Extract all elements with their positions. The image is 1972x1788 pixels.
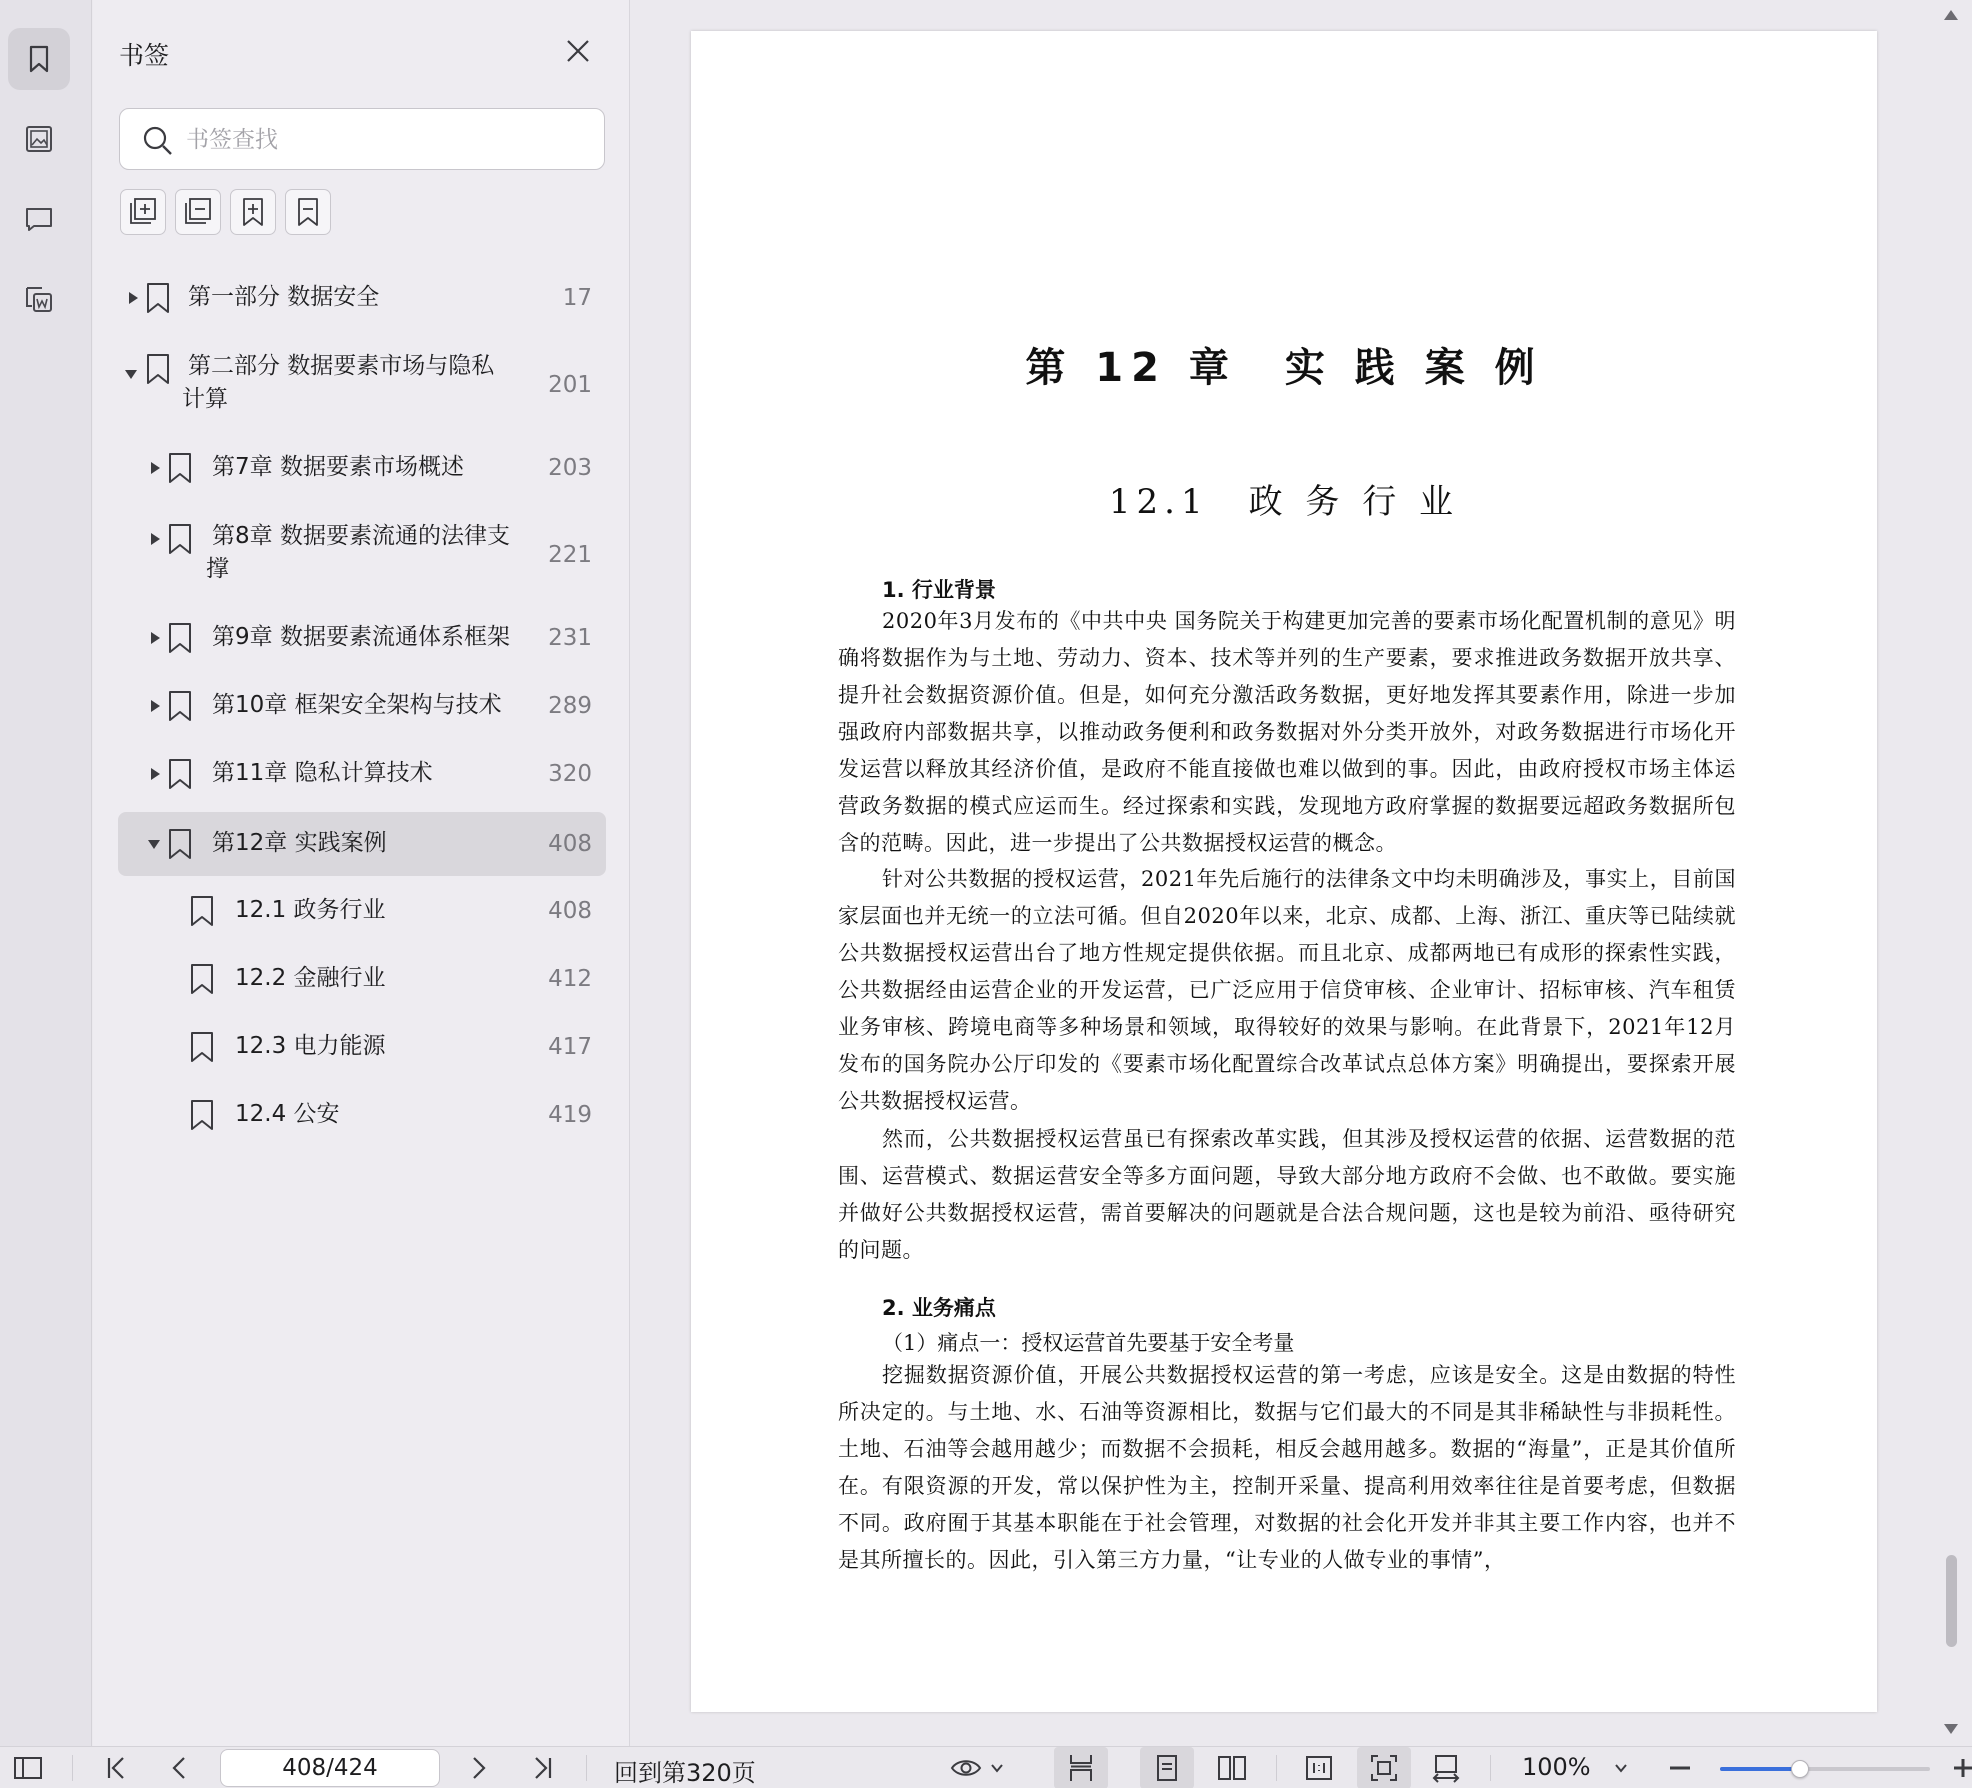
bookmark-icon (165, 621, 195, 655)
bookmark-icon (187, 1098, 217, 1132)
bookmark-label: 第10章 框架安全架构与技术 (212, 692, 502, 718)
bookmark-item-12-1[interactable] (118, 877, 606, 945)
bookmark-page-number: 221 (548, 542, 592, 568)
collapse-arrow-icon[interactable] (147, 838, 161, 850)
bookmark-label: 第11章 隐私计算技术 (212, 760, 433, 786)
search-icon (142, 125, 174, 157)
subpoint: （1）痛点一：授权运营首先要基于安全考量 (882, 1331, 1295, 1355)
continuous-scroll-icon[interactable] (1065, 1752, 1097, 1784)
rotate-icon[interactable] (1430, 1752, 1462, 1784)
expand-arrow-icon[interactable] (127, 291, 139, 305)
bookmark-label: 12.2 金融行业 (235, 965, 386, 991)
bookmark-panel (93, 0, 630, 1746)
zoom-out-icon[interactable] (1664, 1752, 1696, 1784)
zoom-in-icon[interactable] (1950, 1752, 1972, 1784)
bookmark-item-12-3[interactable] (118, 1013, 606, 1081)
chevron-down-icon[interactable] (988, 1752, 1006, 1784)
bookmark-icon (143, 352, 173, 386)
bookmark-item-part2[interactable] (118, 342, 606, 428)
collapse-arrow-icon[interactable] (124, 368, 138, 380)
single-page-icon[interactable] (1151, 1752, 1183, 1784)
bookmark-page-number: 231 (548, 625, 592, 651)
bookmark-label: 第一部分 数据安全 (188, 284, 380, 310)
toolbar-divider (1276, 1755, 1277, 1781)
expand-all-icon (126, 195, 160, 229)
bookmark-item-12-4[interactable] (118, 1081, 606, 1149)
subheading-industry-background: 1. 行业背景 (882, 578, 996, 602)
collapse-all-icon (181, 195, 215, 229)
bookmark-label-line1: 第二部分 数据要素市场与隐私 (188, 353, 495, 379)
bookmark-label-line2: 撑 (206, 556, 229, 582)
bookmark-icon (22, 42, 56, 76)
expand-arrow-icon[interactable] (149, 767, 161, 781)
prev-page-icon[interactable] (163, 1752, 195, 1784)
last-page-icon[interactable] (527, 1752, 559, 1784)
bookmark-rail-button[interactable] (8, 28, 70, 90)
collapse-all-button[interactable] (175, 189, 221, 235)
bookmark-page-number: 320 (548, 761, 592, 787)
subheading-pain-points: 2. 业务痛点 (882, 1296, 996, 1320)
pdf-convert-icon (22, 282, 56, 316)
bookmark-page-number: 17 (562, 285, 592, 311)
bookmark-item-12-2[interactable] (118, 945, 606, 1013)
section-title: 12.1 政 务 行 业 (1108, 482, 1460, 522)
bookmark-icon (165, 451, 195, 485)
expand-arrow-icon[interactable] (149, 532, 161, 546)
toolbar-divider (72, 1755, 73, 1781)
bookmark-icon (165, 689, 195, 723)
eye-mode-icon[interactable] (950, 1752, 982, 1784)
bookmark-search-box (119, 108, 605, 170)
document-page (691, 31, 1877, 1712)
bookmark-label: 12.1 政务行业 (235, 897, 386, 923)
expand-arrow-icon[interactable] (149, 461, 161, 475)
bookmark-label: 第7章 数据要素市场概述 (212, 454, 464, 480)
chevron-down-icon[interactable] (1612, 1752, 1630, 1784)
bookmark-page-number: 417 (548, 1034, 592, 1060)
first-page-icon[interactable] (100, 1752, 132, 1784)
bookmark-icon (165, 827, 195, 861)
bookmark-item-ch11[interactable] (118, 740, 606, 808)
sidebar-rail (0, 0, 92, 1746)
scroll-up-arrow-icon[interactable] (1943, 8, 1959, 22)
paragraph: 2020年3月发布的《中共中央 国务院关于构建更加完善的要素市场化配置机制的意见》明确将数据作为与土地、劳动力、资本、技术等并列的生产要素，要求推进政务数据开放共享、提升社会数据资源价值。但是，如何充分激活政务数据，更好地发挥其要素作用，除进一步加强政府内部数据共享，以推动政务便利和政务数据对外分类开放外，对政务数据进行市场化开发运营以释放其经济价值，是政府不能直接做也难以做到的事。因此，由政府授权市场主体运营政务数据的模式应运而生。经过探索和实践，发现地方政府掌握的数据要远超政务数据所包含的范畴。因此，进一步提出了公共数据授权运营的概念。 (838, 609, 1736, 855)
toolbar-divider (1490, 1755, 1491, 1781)
thumbnail-rail-button[interactable] (8, 108, 70, 170)
expand-arrow-icon[interactable] (149, 699, 161, 713)
bookmark-label: 第12章 实践案例 (212, 830, 387, 856)
bookmark-icon (187, 894, 217, 928)
bookmark-page-number: 203 (548, 455, 592, 481)
paragraph: 针对公共数据的授权运营，2021年先后施行的法律条文中均未明确涉及，事实上，目前国家层面也并无统一的立法可循。但自2020年以来，北京、成都、上海、浙江、重庆等已陆续就公共数据授权运营出台了地方性规定提供依据。而且北京、成都两地已有成形的探索性实践，公共数据经由运营企业的开发运营，已广泛应用于信贷审核、企业审计、招标审核、汽车租赁业务审核、跨境电商等多种场景和领域，取得较好的效果与影响。在此背景下，2021年12月发布的国务院办公厅印发的《要素市场化配置综合改革试点总体方案》明确提出，要探索开展公共数据授权运营。 (838, 867, 1736, 1113)
zoom-slider-fill (1720, 1767, 1800, 1771)
sidebar-toggle-icon[interactable] (12, 1752, 44, 1784)
pdf-convert-rail-button[interactable] (8, 268, 70, 330)
bookmark-label: 12.4 公安 (235, 1101, 340, 1127)
bookmark-page-number: 289 (548, 693, 592, 719)
close-icon[interactable] (563, 36, 593, 66)
bookmark-page-number: 408 (548, 831, 592, 857)
page-number-input[interactable] (220, 1749, 440, 1787)
paragraph: 然而，公共数据授权运营虽已有探索改革实践，但其涉及授权运营的依据、运营数据的范围、运营模式、数据运营安全等多方面问题，导致大部分地方政府不会做、也不敢做。要实施并做好公共数据授权运营，需首要解决的问题就是合法合规问题，这也是较为前沿、亟待研究的问题。 (838, 1127, 1736, 1262)
add-bookmark-icon (236, 195, 270, 229)
add-bookmark-button[interactable] (230, 189, 276, 235)
expand-all-button[interactable] (120, 189, 166, 235)
bookmark-item-ch9[interactable] (118, 604, 606, 672)
bookmark-item-part1[interactable] (118, 264, 606, 332)
zoom-slider-track[interactable] (1720, 1767, 1930, 1771)
bookmark-page-number: 412 (548, 966, 592, 992)
bookmark-item-ch8[interactable] (118, 512, 606, 598)
bottom-toolbar (0, 1746, 1972, 1788)
next-page-icon[interactable] (463, 1752, 495, 1784)
chapter-title: 第 12 章 实 践 案 例 (1025, 345, 1543, 391)
back-to-page-link[interactable]: 回到第320页 (614, 1759, 756, 1787)
document-viewport[interactable] (631, 0, 1972, 1746)
bookmark-item-ch12[interactable] (118, 812, 606, 876)
bookmark-icon (165, 757, 195, 791)
bookmark-label-line2: 计算 (182, 386, 228, 412)
zoom-level-label[interactable]: 100% (1522, 1753, 1591, 1781)
bookmark-label-line1: 第8章 数据要素流通的法律支 (212, 523, 510, 549)
bookmark-page-number: 408 (548, 898, 592, 924)
paragraph: 挖掘数据资源价值，开展公共数据授权运营的第一考虑，应该是安全。这是由数据的特性所决定的。与土地、水、石油等资源相比，数据与它们最大的不同是其非稀缺性与非损耗性。土地、石油等会越用越少；而数据不会损耗，相反会越用越多。数据的“海量”，正是其价值所在。有限资源的开发，常以保护性为主，控制开采量、提高利用效率往往是首要考虑，但数据不同。政府囿于其基本职能在于社会管理，对数据的社会化开发并非其主要工作内容，也并不是其所擅长的。因此，引入第三方力量，“让专业的人做专业的事情”， (838, 1363, 1736, 1572)
bookmark-remove-button[interactable] (285, 189, 331, 235)
fit-page-icon[interactable] (1368, 1752, 1400, 1784)
bookmark-search-input[interactable] (186, 121, 586, 159)
scrollbar-thumb[interactable] (1946, 1555, 1957, 1647)
actual-size-icon[interactable] (1303, 1752, 1335, 1784)
comment-rail-button[interactable] (8, 188, 70, 250)
scroll-down-arrow-icon[interactable] (1943, 1722, 1959, 1736)
bookmark-icon (165, 522, 195, 556)
bookmark-page-number: 419 (548, 1102, 592, 1128)
expand-arrow-icon[interactable] (149, 631, 161, 645)
bookmark-label: 12.3 电力能源 (235, 1033, 386, 1059)
panel-title: 书签 (119, 41, 170, 70)
bookmark-item-ch10[interactable] (118, 672, 606, 740)
bookmark-item-ch7[interactable] (118, 434, 606, 502)
two-page-icon[interactable] (1216, 1752, 1248, 1784)
bookmark-icon (187, 962, 217, 996)
thumbnail-icon (22, 122, 56, 156)
bookmark-label: 第9章 数据要素流通体系框架 (212, 624, 510, 650)
comment-icon (22, 202, 56, 236)
bookmark-icon (143, 281, 173, 315)
bookmark-remove-icon (291, 195, 325, 229)
toolbar-divider (586, 1755, 587, 1781)
bookmark-icon (187, 1030, 217, 1064)
zoom-slider-knob[interactable] (1791, 1760, 1809, 1778)
bookmark-page-number: 201 (548, 372, 592, 398)
